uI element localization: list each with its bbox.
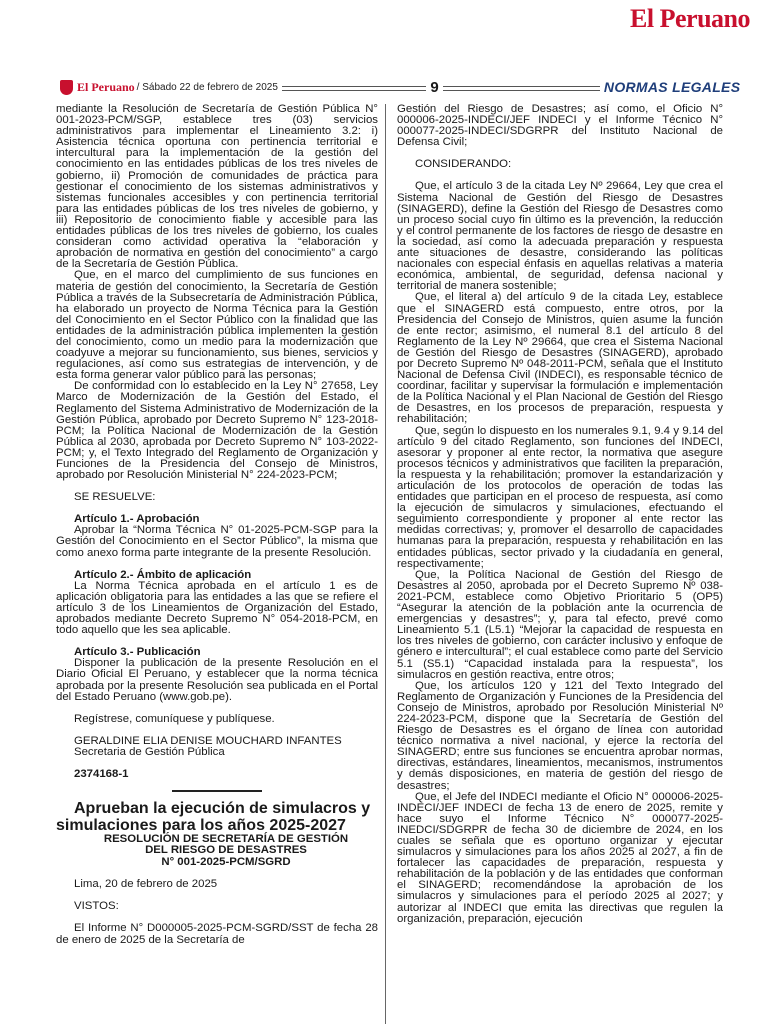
- paragraph: mediante la Resolución de Secretaría de Gestión Pública N° 001-2023-PCM/SGP, establece tres (03) servicios administrativos para implementar el Lineamiento 3.2: i) Asistencia técnica oportuna con pertinencia territorial e intercultural para la implementación de la gestión del conocimiento en las entidades públicas de los tres niveles de gobierno, ii) Promoción de comunidades de práctica para gestionar el conocimiento de los sistemas administrativos y sistemas funcionales accesibles y con pertinencia territorial para las entidades públicas de los tres niveles de gobierno, y iii) Repositorio de conocimiento fiable y accesible para las entidades públicas de los tres niveles de gobierno, los cuales consideran como actividad operativa la “elaboración y aprobación de normativa en gestión del conocimiento” a cargo de la Secretaría de Gestión Pública.: [56, 103, 378, 271]
- vistos-heading: VISTOS:: [74, 900, 119, 913]
- article-1-text: Aprobar la “Norma Técnica N° 01-2025-PCM-SGP para la Gestión del Conocimiento en el Sector Público”, la misma que como anexo forma parte integrante de la presente Resolución.: [56, 524, 378, 559]
- separator-rule: [172, 790, 262, 792]
- section-title: NORMAS LEGALES: [600, 79, 744, 95]
- resolution-title-line: DEL RIESGO DE DESASTRES: [145, 844, 307, 857]
- header-brand: El Peruano: [77, 79, 135, 94]
- left-column: [56, 104, 378, 946]
- se-resuelve: SE RESUELVE:: [74, 491, 156, 504]
- considerando-heading: CONSIDERANDO:: [415, 158, 512, 171]
- header-brand-block: [56, 80, 282, 95]
- article-3-title: Artículo 3.- Publicación: [74, 646, 201, 659]
- paragraph: Que, los artículos 120 y 121 del Texto Integrado del Reglamento de Organización y Funciones de la Presidencia del Consejo de Ministros, aprobado por Resolución Ministerial Nº 224-2023-PCM, dispone que la Secretaría de Gestión del Riesgo de Desastres es el órgano de línea con autoridad técnico normativa a nivel nacional, y ejerce la rectoría del SINAGERD; entre sus funciones se encuentra aprobar normas, directivas, estándares, lineamientos, mecanismos, instrumentos y demás disposiciones, en materia de gestión del riesgo de desastres;: [397, 679, 723, 792]
- column-divider: [385, 104, 386, 1024]
- page-header: [56, 76, 741, 98]
- paragraph: El Informe N° D000005-2025-PCM-SGRD/SST de fecha 28 de enero de 2025 de la Secretaría de: [56, 922, 378, 946]
- article-3-text: Disponer la publicación de la presente Resolución en el Diario Oficial El Peruano, y establecer que la norma técnica aprobada por la presente Resolución sea publicada en el Portal del Estado Peruano (www.gob.pe).: [56, 657, 378, 703]
- signer-name: GERALDINE ELIA DENISE MOUCHARD INFANTES: [74, 734, 342, 747]
- article-1-title: Artículo 1.- Aprobación: [74, 513, 200, 526]
- paragraph: Que, el artículo 3 de la citada Ley Nº 29664, Ley que crea el Sistema Nacional de Gestión del Riesgo de Desastres (SINAGERD), define la Gestión del Riesgo de Desastres como un proceso social cuyo fin último es la prevención, la reducción y el control permanente de los factores de riesgo de desastre en la sociedad, así como la adecuada preparación y respuesta ante situaciones de desastre, considerando las políticas nacionales con especial énfasis en aquellas relativas a materia económica, ambiental, de seguridad, defensa nacional y territorial de manera sostenible;: [397, 180, 723, 293]
- header-date: / Sábado 22 de febrero de 2025: [136, 81, 278, 93]
- paragraph: Gestión del Riesgo de Desastres; así como, el Oficio N° 000006-2025-INDECI/JEF INDECI y el Informe Técnico N° 000077-2025-INDECI/SDGRPR del Instituto Nacional de Defensa Civil;: [397, 103, 723, 149]
- masthead-logo: El Peruano: [630, 4, 750, 33]
- resolution-title-line: RESOLUCIÓN DE SECRETARÍA DE GESTIÓN: [103, 833, 349, 846]
- article-2-text: La Norma Técnica aprobada en el artículo 1 es de aplicación obligatoria para las entidades a las que se refiere el artículo 3 de los Lineamientos de Organización del Estado, aprobados mediante Decreto Supremo N° 054-2018-PCM, en todo aquello que les sea aplicable.: [56, 579, 378, 637]
- paragraph: Que, en el marco del cumplimiento de sus funciones en materia de gestión del conocimiento, la Secretaría de Gestión Pública a través de la Subsecretaría de Administración Pública, ha elaborado un proyecto de Norma Técnica para la Gestión del Conocimiento en el Sector Público con la finalidad que las entidades de la administración pública implementen la gestión del conocimiento, como un medio para la modernización que coadyuve a mejorar su funcionamiento, sus bienes, servicios y regulaciones, así como sus estrategias de intervención, y de esta forma generar valor público para las personas;: [56, 269, 378, 382]
- place-date: Lima, 20 de febrero de 2025: [74, 878, 218, 891]
- right-column: [397, 104, 723, 925]
- paragraph: Que, el Jefe del INDECI mediante el Oficio N° 000006-2025-INDECI/JEF INDECI de fecha 13 de enero de 2025, remite y hace suyo el Informe Técnico N° 000077-2025-INEDCI/SDGRPR de fecha 30 de diciembre de 2024, en los cuales se señala que es oportuno organizar y ejecutar simulacros y simulaciones para los años 2025 al 2027, a fin de fortalecer las capacidades de preparación, respuesta y rehabilitación de la población y de las entidades que conforman el SINAGERD; recomendándose la aprobación de los simulacros y simulaciones para el período 2025 al 2027; y autorizar al INDECI que emita las directivas que regulen la organización, preparación, ejecución: [397, 790, 723, 925]
- paragraph: Que, la Política Nacional de Gestión del Riesgo de Desastres al 2050, aprobada por el Decreto Supremo Nº 038-2021-PCM, establece como Objetivo Prioritario 5 (OP5) “Asegurar la atención de la población ante la ocurrencia de emergencias y desastres”; y, para tal efecto, prevé como Lineamiento 5.1 (L5.1) “Mejorar la capacidad de respuesta en los tres niveles de gobierno, con carácter inclusivo y enfoque de género e intercultural”; el cual establece como parte del Servicio 5.1 (S5.1) “Capacidad instalada para la respuesta”, los simulacros en gestión reactiva, entre otros;: [397, 568, 723, 681]
- signer-role: Secretaria de Gestión Pública: [74, 745, 225, 758]
- paragraph: Que, según lo dispuesto en los numerales 9.1, 9.4 y 9.14 del artículo 9 del citado Reglamento, son funciones del INDECI, asesorar y proponer al ente rector, la normativa que asegure procesos técnicos y administrativos que faciliten la preparación, la respuesta y la rehabilitación; promover la estandarización y articulación de los protocolos de operación de todas las entidades que participan en el proceso de respuesta, así como la ejecución de simulacros y simulaciones, efectuando el seguimiento correspondiente y proponer al ente rector las medidas correctivas; y, promover el desarrollo de capacidades humanas para la preparación, respuesta y rehabilitación en las entidades públicas, sector privado y la ciudadanía en general, respectivamente;: [397, 424, 723, 570]
- paragraph: Que, el literal a) del artículo 9 de la citada Ley, establece que el SINAGERD está compuesto, entre otros, por la Presidencia del Consejo de Ministros, quien asume la función de ente rector; asimismo, el numeral 8.1 del artículo 8 del Reglamento de la Ley Nº 29664, que crea el Sistema Nacional de Gestión del Riesgo de Desastres (SINAGERD), aprobado por Decreto Supremo Nº 048-2011-PCM, señala que el Instituto Nacional de Defensa Civil (INDECI), es responsable técnico de coordinar, facilitar y supervisar la formulación e implementación de la Política Nacional y el Plan Nacional de Gestión del Riesgo de Desastres, en los procesos de preparación, respuesta y rehabilitación;: [397, 291, 723, 426]
- resolution-number: N° 001-2025-PCM/SGRD: [161, 855, 291, 868]
- closing-formula: Regístrese, comuníquese y publíquese.: [74, 712, 275, 725]
- document-number: 2374168-1: [74, 767, 129, 780]
- article-2-title: Artículo 2.- Ámbito de aplicación: [74, 568, 252, 581]
- paragraph: De conformidad con lo establecido en la Ley N° 27658, Ley Marco de Modernización de la Gestión del Estado, el Reglamento del Sistema Administrativo de Modernización de la Gestión Pública, aprobado por Decreto Supremo N° 123-2018-PCM; la Política Nacional de Modernización de la Gestión Pública al 2030, aprobada por Decreto Supremo N° 103-2022-PCM; y, el Texto Integrado del Reglamento de Organización y Funciones de la Presidencia del Consejo de Ministros, aprobado por Resolución Ministerial N° 224-2023-PCM;: [56, 380, 378, 482]
- page-number: 9: [426, 79, 442, 96]
- resolution-headline: Aprueban la ejecución de simulacros y simulaciones para los años 2025-2027: [56, 800, 371, 835]
- coat-of-arms-icon: [60, 80, 73, 95]
